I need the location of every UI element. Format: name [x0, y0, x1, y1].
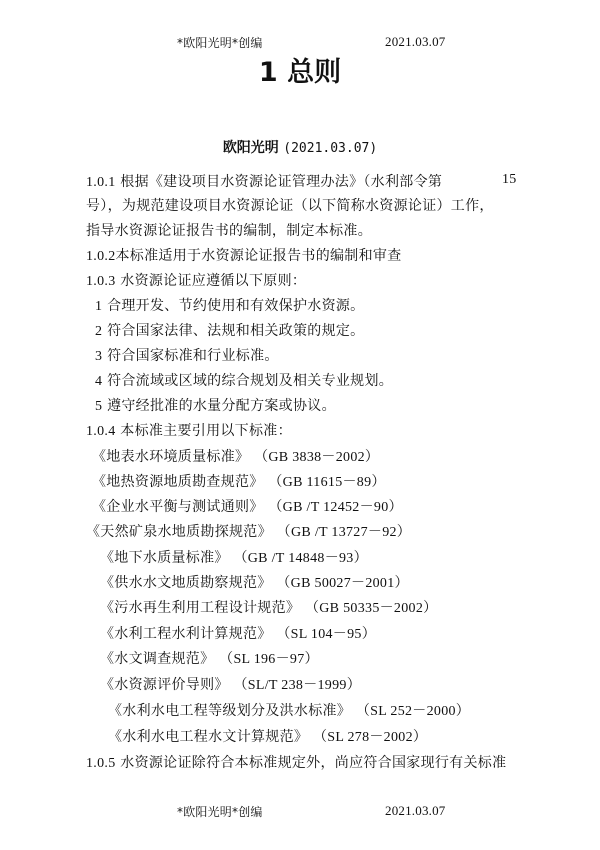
standard-code: （GB 50335－2002） — [304, 601, 438, 616]
principle-item — [95, 395, 336, 415]
clause-text: 水资源论证除符合本标准规定外，尚应符合国家现行有关标准 — [120, 755, 507, 771]
standard-name: 《地热资源地质勘查规范》 — [92, 474, 264, 490]
item-number: 1 — [95, 299, 103, 314]
item-number: 3 — [95, 349, 103, 364]
item-number: 2 — [95, 324, 103, 339]
standard-name: 《水利水电工程等级划分及洪水标准》 — [108, 703, 352, 719]
clause-1-0-1-line-2: 号），为规范建设项目水资源论证（以下简称水资源论证）工作， — [86, 198, 494, 214]
standard-code: （SL 196－97） — [219, 652, 319, 667]
clause-1-0-1-line-3: 指导水资源论证报告书的编制，制定本标准。 — [86, 223, 372, 239]
clause-number: 1.0.5 — [86, 756, 116, 771]
standard-reference — [100, 648, 319, 668]
principle-item — [95, 320, 364, 340]
standard-name: 《天然矿泉水地质勘探规范》 — [86, 524, 272, 540]
page-footer-date: 2021.03.07 — [385, 803, 446, 818]
standard-reference — [100, 547, 368, 567]
standard-code: （GB /T 12452－90） — [268, 500, 403, 515]
clause-1-0-1-line-1 — [86, 171, 442, 191]
standard-name: 《供水水文地质勘察规范》 — [100, 575, 272, 591]
page-footer-author: *欧阳光明*创编 — [177, 805, 263, 819]
author-name: 欧阳光明 — [222, 140, 279, 156]
clause-text: 水资源论证应遵循以下原则： — [120, 273, 307, 289]
principle-item — [95, 295, 364, 315]
standard-name: 《水资源评价导则》 — [100, 677, 229, 693]
clause-1-0-4 — [86, 420, 292, 440]
standard-reference — [100, 623, 376, 643]
item-text: 符合流域或区域的综合规划及相关专业规划。 — [107, 373, 394, 389]
clause-1-0-3 — [86, 270, 306, 290]
standard-code: （SL 278－2002） — [312, 730, 428, 745]
standard-name: 《水文调查规范》 — [100, 651, 215, 667]
clause-text: 本标准适用于水资源论证报告书的编制和审查 — [115, 248, 402, 264]
standard-name: 《地表水环境质量标准》 — [92, 449, 250, 465]
clause-number: 1.0.1 — [86, 175, 116, 190]
standard-code: （GB /T 13727－92） — [276, 525, 412, 540]
standard-reference — [100, 572, 409, 592]
standard-reference — [92, 496, 403, 516]
standard-reference — [108, 726, 427, 746]
clause-1-0-2 — [86, 245, 402, 265]
standard-reference — [100, 674, 361, 694]
clause-number: 1.0.2 — [86, 249, 116, 264]
item-number: 4 — [95, 374, 103, 389]
standard-name: 《企业水平衡与测试通则》 — [92, 499, 264, 515]
standard-reference — [92, 446, 379, 466]
clause-number: 1.0.3 — [86, 274, 116, 289]
standard-name: 《水利水电工程水文计算规范》 — [108, 729, 309, 745]
standard-code: （GB 11615－89） — [268, 475, 386, 490]
standard-reference — [108, 700, 470, 720]
clause-text: 根据《建设项目水资源论证管理办法》（水利部令第 — [120, 174, 443, 190]
principle-item — [95, 345, 279, 365]
standard-code: （SL/T 238－1999） — [233, 678, 361, 693]
author-date: (2021.03.07) — [283, 141, 378, 156]
standard-name: 《地下水质量标准》 — [100, 550, 229, 566]
standard-code: （SL 104－95） — [276, 627, 376, 642]
standard-code: （GB 50027－2001） — [276, 576, 409, 591]
document-title: 1 总则 — [258, 57, 342, 88]
standard-code: （GB /T 14848－93） — [233, 551, 368, 566]
item-number: 5 — [95, 399, 103, 414]
clause-1-0-5 — [86, 752, 506, 772]
author-line — [0, 137, 600, 157]
page-header-date: 2021.03.07 — [385, 34, 446, 49]
standard-reference — [92, 471, 386, 491]
item-text: 遵守经批准的水量分配方案或协议。 — [107, 398, 336, 414]
standard-name: 《污水再生利用工程设计规范》 — [100, 600, 301, 616]
standard-code: （SL 252－2000） — [355, 704, 471, 719]
item-text: 合理开发、节约使用和有效保护水资源。 — [107, 298, 365, 314]
page-header-author: *欧阳光明*创编 — [177, 36, 263, 50]
item-text: 符合国家标准和行业标准。 — [107, 348, 279, 364]
standard-code: （GB 3838－2002） — [254, 450, 380, 465]
standard-reference — [86, 521, 411, 541]
clause-1-0-1-order-number — [502, 171, 517, 188]
clause-number: 1.0.4 — [86, 424, 116, 439]
standard-name: 《水利工程水利计算规范》 — [100, 626, 272, 642]
standard-reference — [100, 597, 437, 617]
item-text: 符合国家法律、法规和相关政策的规定。 — [107, 323, 365, 339]
order-number: 15 — [502, 172, 517, 187]
clause-text: 本标准主要引用以下标准： — [120, 423, 292, 439]
principle-item — [95, 370, 393, 390]
